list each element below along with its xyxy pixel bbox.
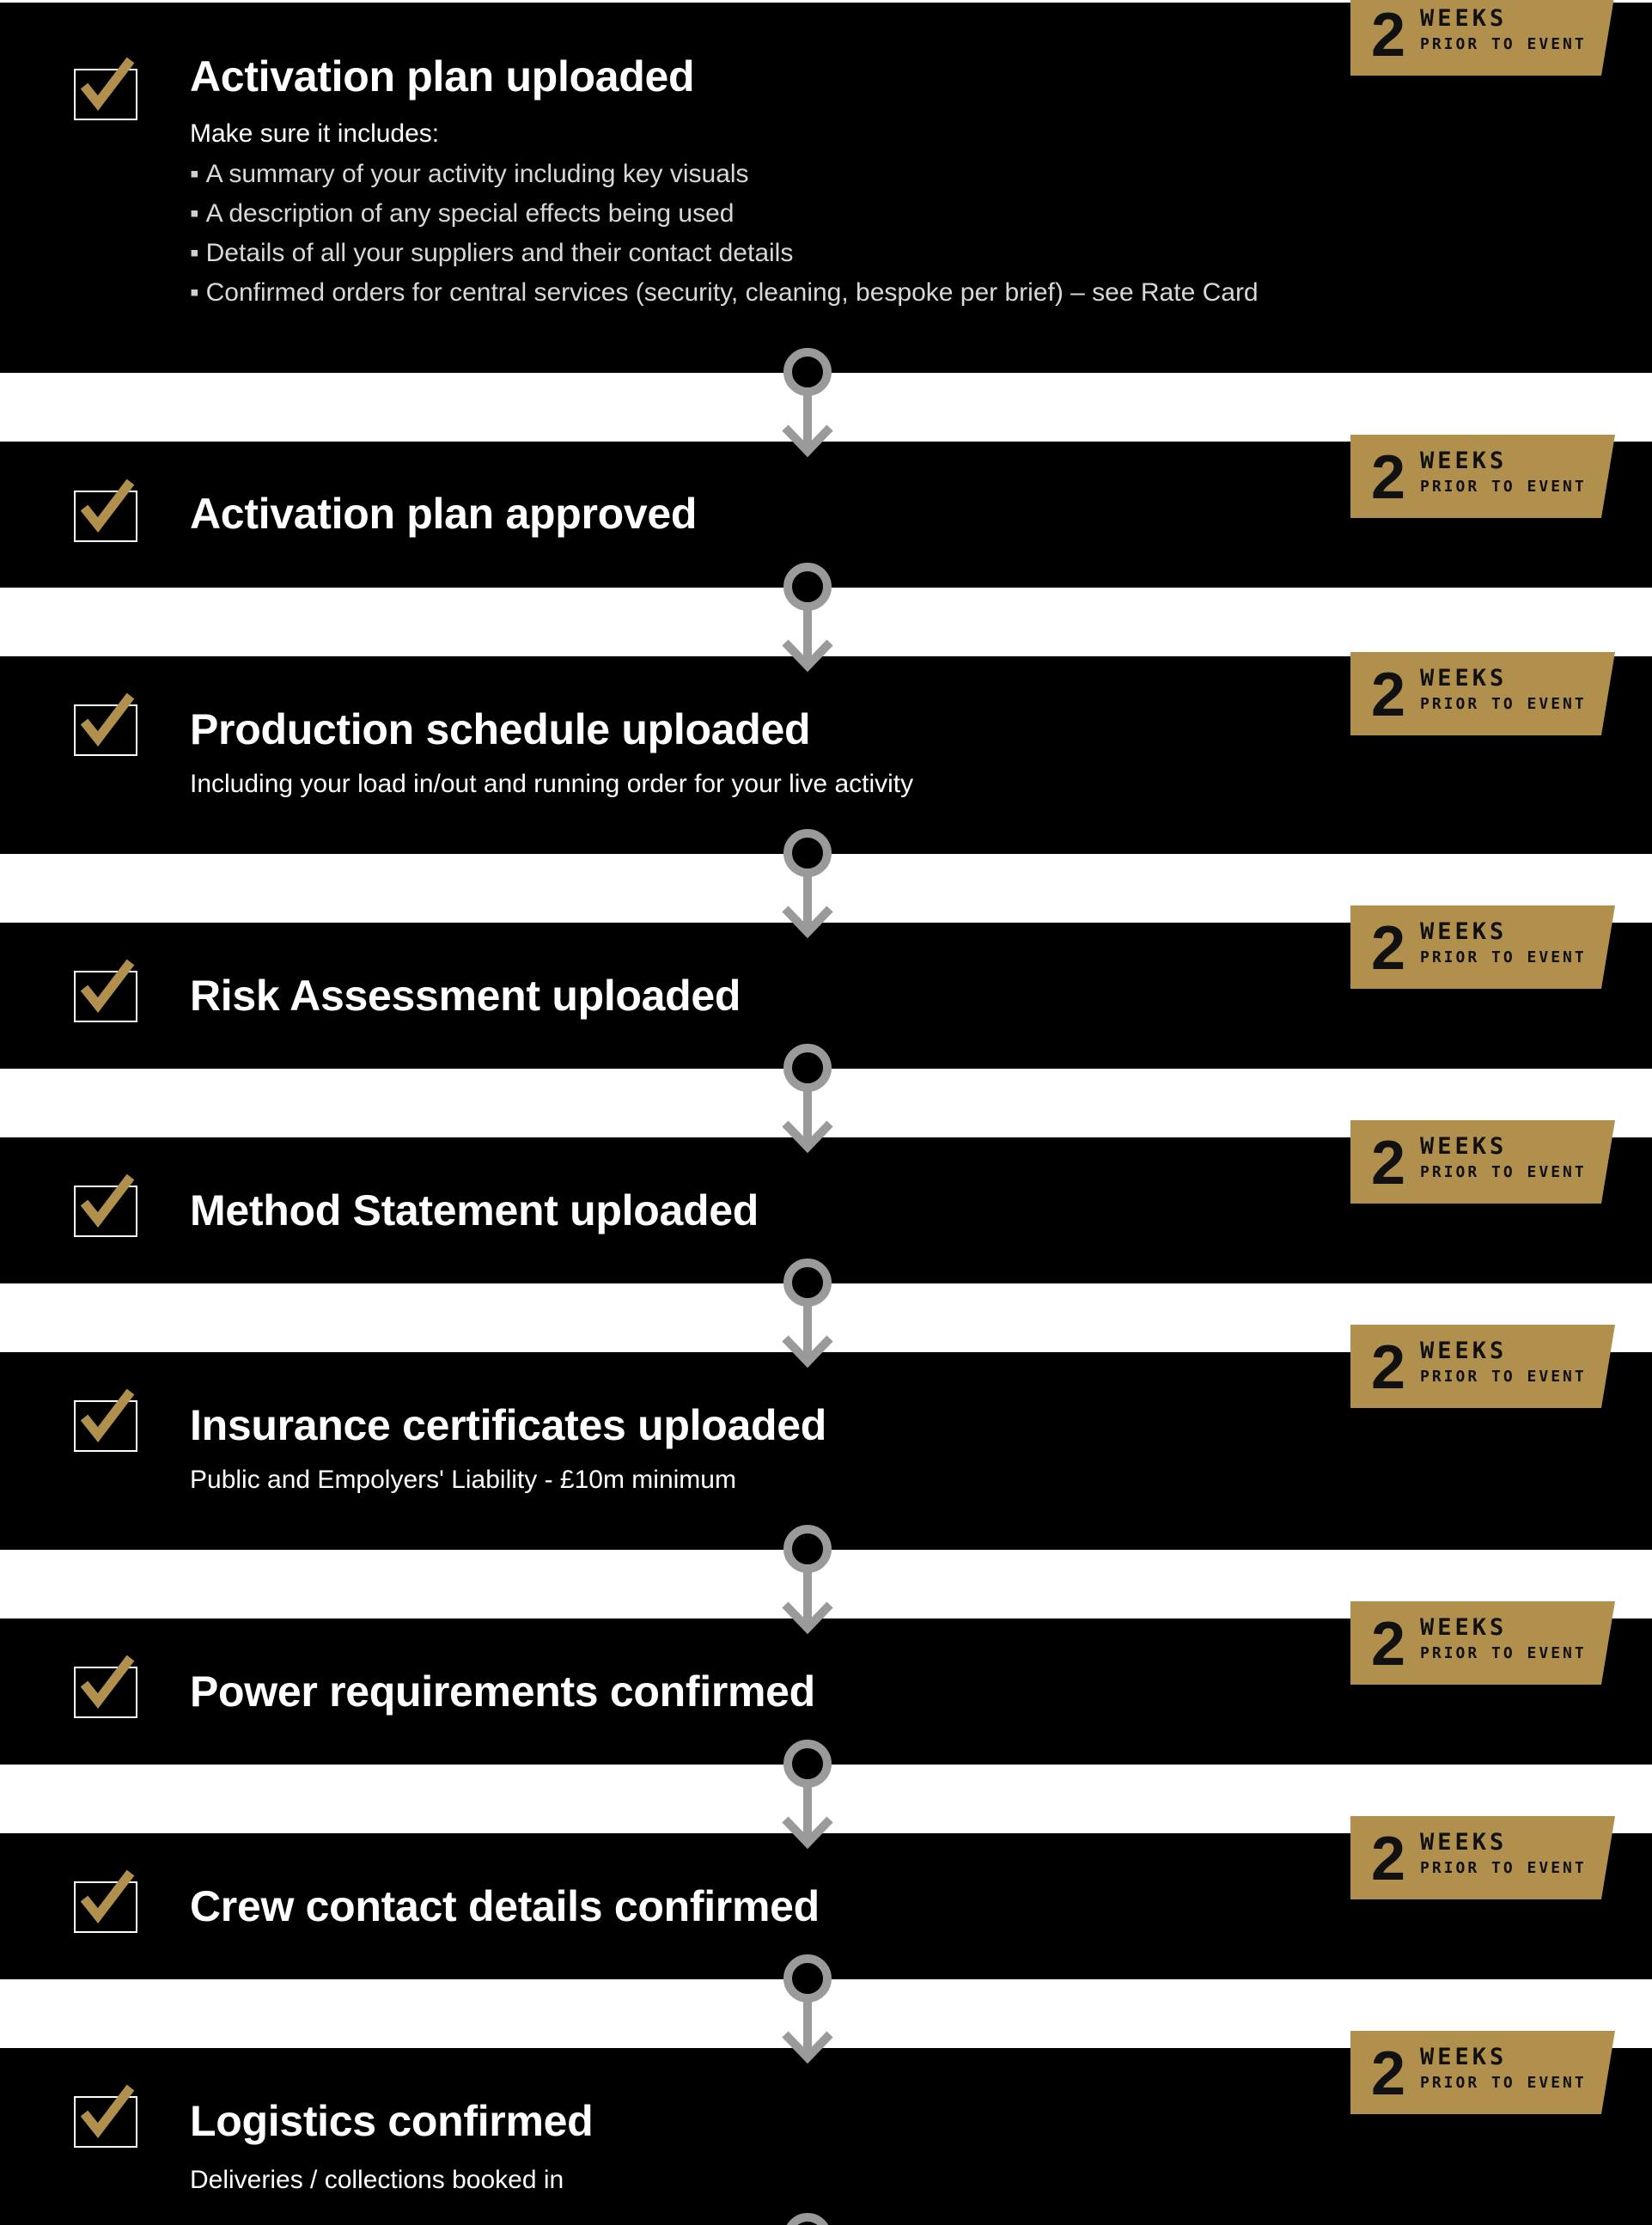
badge-number: 2 bbox=[1371, 1825, 1406, 1893]
badge-unit: WEEKS bbox=[1420, 665, 1508, 692]
badge-note: PRIOR TO EVENT bbox=[1420, 1859, 1587, 1877]
step-subtitle: Deliveries / collections booked in bbox=[190, 2166, 564, 2194]
step-intro: Make sure it includes: bbox=[190, 119, 440, 148]
step-activation-plan-uploaded bbox=[0, 3, 1652, 373]
badge-number: 2 bbox=[1371, 443, 1406, 512]
deadline-badge bbox=[1350, 435, 1615, 521]
arrow-down-connector-icon bbox=[781, 1954, 834, 2066]
checkbox-checked-icon[interactable] bbox=[74, 1173, 137, 1237]
step-title: Risk Assessment uploaded bbox=[190, 972, 741, 1020]
badge-unit: WEEKS bbox=[1420, 448, 1508, 474]
arrow-down-connector-icon bbox=[781, 1740, 834, 1851]
badge-unit: WEEKS bbox=[1420, 2044, 1508, 2070]
checkbox-checked-icon[interactable] bbox=[74, 959, 137, 1022]
step-title: Crew contact details confirmed bbox=[190, 1882, 820, 1930]
checkbox-checked-icon[interactable] bbox=[74, 1388, 137, 1452]
deadline-badge bbox=[1350, 1120, 1615, 1206]
deadline-badge bbox=[1350, 1601, 1615, 1687]
step-title: Power requirements confirmed bbox=[190, 1667, 815, 1716]
step-logistics-confirmed bbox=[0, 2039, 1652, 2225]
checkbox-checked-icon[interactable] bbox=[74, 1655, 137, 1718]
step-title: Logistics confirmed bbox=[190, 2097, 594, 2145]
connector-dot-icon bbox=[781, 2211, 834, 2225]
arrow-down-connector-icon bbox=[781, 829, 834, 941]
list-item: ▪ Confirmed orders for central services (security, cleaning, bespoke per brief) – see Rate Card bbox=[190, 278, 1259, 307]
badge-number: 2 bbox=[1371, 2039, 1406, 2108]
step-title: Activation plan uploaded bbox=[190, 52, 695, 101]
checkbox-checked-icon[interactable] bbox=[74, 2084, 137, 2148]
badge-number: 2 bbox=[1371, 1, 1406, 70]
list-item: ▪ Details of all your suppliers and their contact details bbox=[190, 239, 794, 267]
badge-number: 2 bbox=[1371, 1610, 1406, 1679]
badge-unit: WEEKS bbox=[1420, 1338, 1508, 1364]
badge-unit: WEEKS bbox=[1420, 1614, 1508, 1641]
step-production-schedule-uploaded bbox=[0, 656, 1652, 854]
deadline-badge bbox=[1350, 0, 1615, 78]
badge-number: 2 bbox=[1371, 1333, 1406, 1402]
step-title: Production schedule uploaded bbox=[190, 705, 811, 753]
checkbox-checked-icon[interactable] bbox=[74, 1869, 137, 1933]
badge-number: 2 bbox=[1371, 661, 1406, 729]
list-item: ▪ A description of any special effects being used bbox=[190, 199, 735, 228]
badge-note: PRIOR TO EVENT bbox=[1420, 1368, 1587, 1386]
deadline-badge bbox=[1350, 1816, 1615, 1902]
badge-number: 2 bbox=[1371, 914, 1406, 983]
deadline-badge bbox=[1350, 1325, 1615, 1411]
checkbox-checked-icon[interactable] bbox=[74, 57, 137, 120]
badge-note: PRIOR TO EVENT bbox=[1420, 695, 1587, 713]
badge-unit: WEEKS bbox=[1420, 5, 1508, 32]
step-insurance-certificates-uploaded bbox=[0, 1333, 1652, 1550]
badge-number: 2 bbox=[1371, 1129, 1406, 1198]
step-title: Activation plan approved bbox=[190, 490, 698, 538]
badge-note: PRIOR TO EVENT bbox=[1420, 1644, 1587, 1662]
arrow-down-connector-icon bbox=[781, 348, 834, 460]
step-subtitle: Including your load in/out and running order for your live activity bbox=[190, 770, 914, 798]
badge-unit: WEEKS bbox=[1420, 1829, 1508, 1856]
badge-note: PRIOR TO EVENT bbox=[1420, 478, 1587, 496]
deadline-badge bbox=[1350, 2031, 1615, 2117]
step-title: Method Statement uploaded bbox=[190, 1186, 759, 1234]
arrow-down-connector-icon bbox=[781, 1044, 834, 1155]
arrow-down-connector-icon bbox=[781, 563, 834, 674]
step-title: Insurance certificates uploaded bbox=[190, 1401, 826, 1449]
deadline-badge bbox=[1350, 652, 1615, 738]
badge-unit: WEEKS bbox=[1420, 918, 1508, 945]
checkbox-checked-icon[interactable] bbox=[74, 479, 137, 542]
checkbox-checked-icon[interactable] bbox=[74, 692, 137, 756]
deadline-badge bbox=[1350, 905, 1615, 991]
badge-note: PRIOR TO EVENT bbox=[1420, 1163, 1587, 1181]
badge-note: PRIOR TO EVENT bbox=[1420, 35, 1587, 53]
step-subtitle: Public and Empolyers' Liability - £10m minimum bbox=[190, 1466, 736, 1494]
badge-note: PRIOR TO EVENT bbox=[1420, 2074, 1587, 2092]
list-item: ▪ A summary of your activity including key visuals bbox=[190, 160, 749, 188]
badge-note: PRIOR TO EVENT bbox=[1420, 948, 1587, 966]
arrow-down-connector-icon bbox=[781, 1259, 834, 1370]
requirements-list bbox=[190, 155, 1259, 313]
badge-unit: WEEKS bbox=[1420, 1133, 1508, 1160]
arrow-down-connector-icon bbox=[781, 1525, 834, 1637]
